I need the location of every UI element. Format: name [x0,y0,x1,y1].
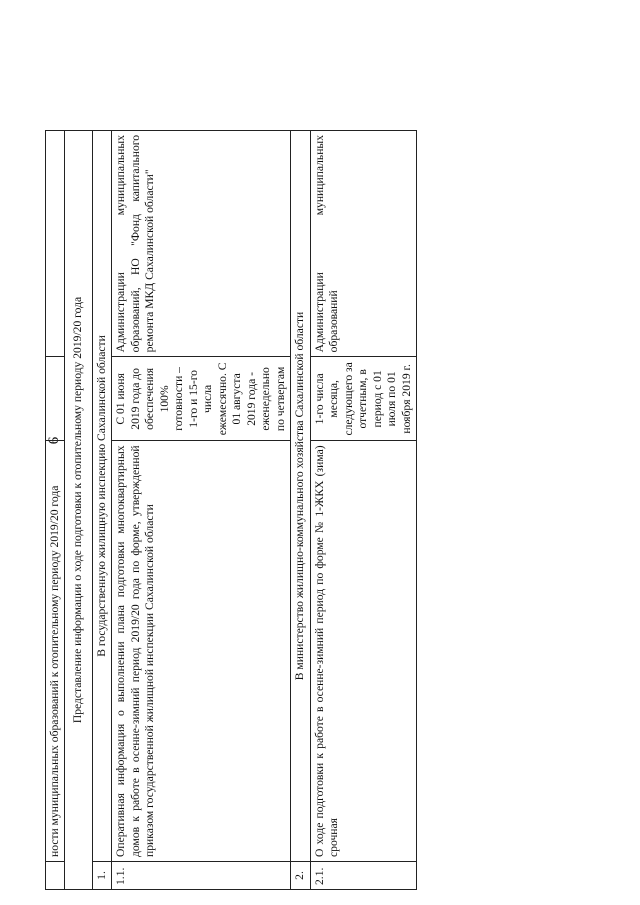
item21-term: 1-го числа месяца, следующего за отчетным, в период с 01 июля по 01 ноября 2019 г. [310,357,416,441]
block1-row [92,131,111,890]
section-heading-row [65,131,92,890]
rotated-page-content [45,30,415,890]
item21-row [310,131,416,890]
table-row-continued [46,131,65,890]
block1-title: В государственную жилищную инспекцию Сахалинской области [92,131,111,862]
item11-number: 1.1. [112,861,291,889]
item11-term: С 01 июня 2019 года до обеспечения 100% готовности – 1-го и 15-го числа ежемесячно. С 01 августа 2019 года - еженедельно по четвергам [112,357,291,441]
item11-description: Оперативная информация о выполнении плана подготовки многоквартирных домов к работе в осенне-зимний период 2019/20 года по форме, утвержденной приказом государственной жилищной инспекции Сахалинской области [112,441,291,862]
block1-number: 1. [92,861,111,889]
block2-row [291,131,310,890]
cell-term-empty [46,357,65,441]
page-number: 9 [44,436,61,445]
item11-executor: Администрации муниципальных образований, НО "Фонд капитального ремонта МКД Сахалинской области" [112,131,291,357]
section-heading: Представление информации о ходе подготовки к отопительному периоду 2019/20 года [65,131,92,890]
cell-num-empty [46,861,65,889]
report-table [45,130,417,890]
continued-text: ности муниципальных образований к отопительному периоду 2019/20 года [46,441,65,862]
item21-executor: Администрации муниципальных образований [310,131,416,357]
item11-row [112,131,291,890]
item21-number: 2.1. [310,861,416,889]
cell-exec-empty [46,131,65,357]
block2-title: В министерство жилищно-коммунального хозяйства Сахалинской области [291,131,310,862]
item21-description: О ходе подготовки к работе в осенне-зимний период по форме № 1-ЖКХ (зима) срочная [310,441,416,862]
block2-number: 2. [291,861,310,889]
